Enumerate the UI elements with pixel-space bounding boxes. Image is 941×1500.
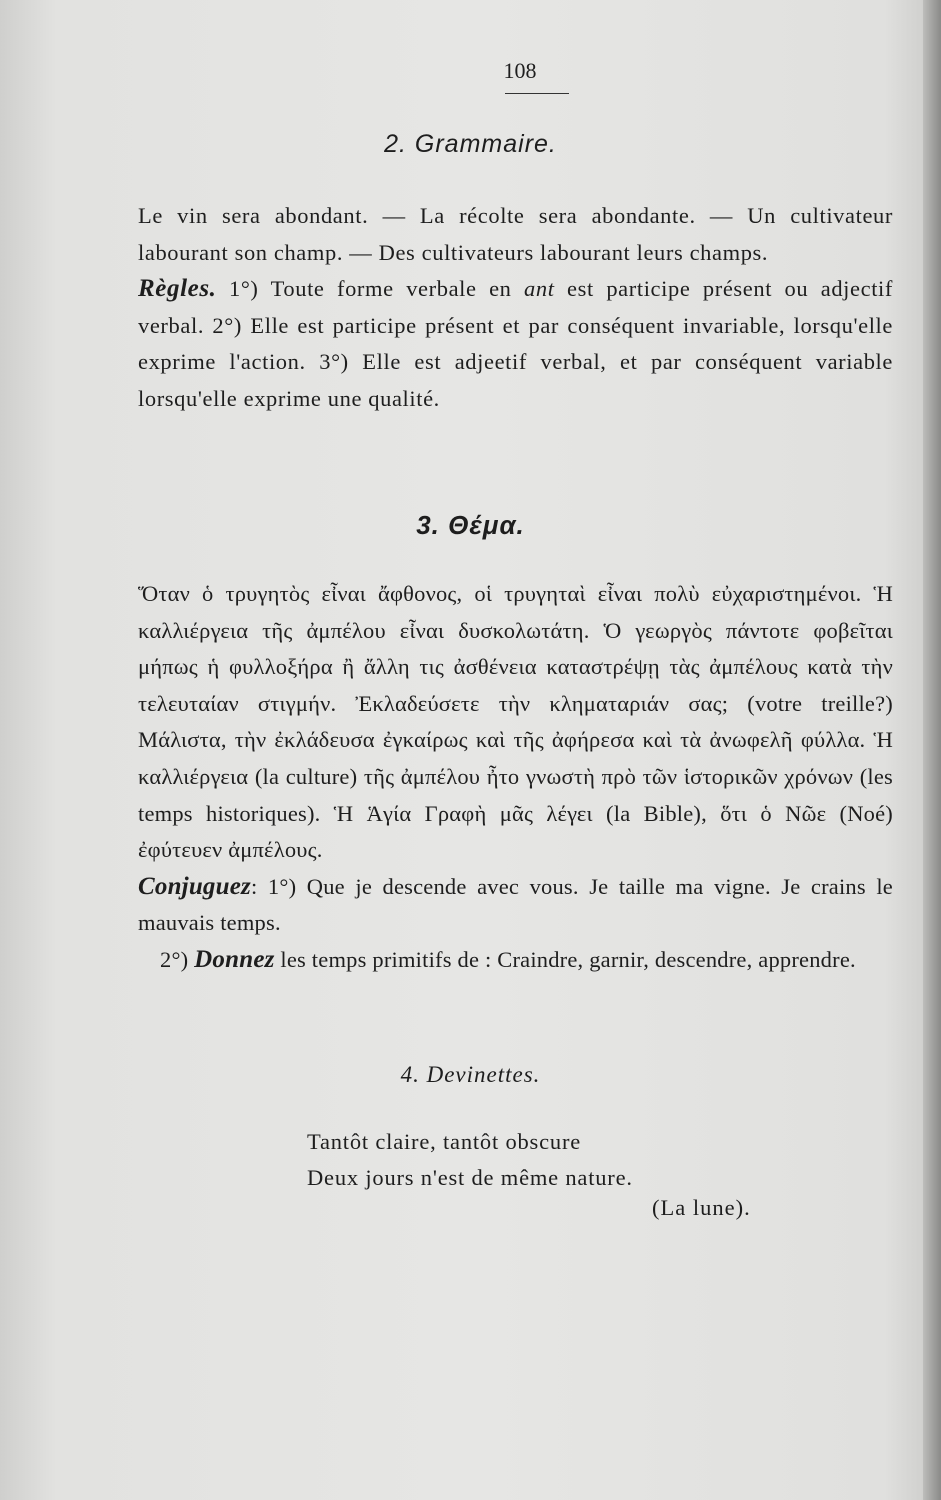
rules-text-1: 1°) Toute forme verbale en: [216, 276, 524, 302]
page-number-rule: [505, 93, 569, 94]
page-edge-shadow: [923, 0, 941, 1500]
donnez-paragraph: [138, 942, 893, 979]
grammar-rules: [138, 271, 893, 417]
riddles-heading: 4. Devinettes.: [400, 1062, 541, 1087]
rules-ant: ant: [524, 276, 555, 302]
conjuguez-paragraph: [138, 869, 893, 942]
donnez-label: Donnez: [194, 945, 275, 973]
riddle-line-2: Deux jours n'est de même nature.: [307, 1165, 633, 1190]
thema-heading: 3. Θέμα.: [416, 510, 525, 540]
page-number: 108: [503, 58, 537, 83]
riddle-answer: (La lune).: [652, 1195, 751, 1220]
grammar-section: [138, 198, 893, 418]
donnez-text: les temps primitifs de : Craindre, garnir, descendre, apprendre.: [274, 946, 856, 972]
conjuguez-label: Conjuguez: [138, 872, 251, 900]
grammar-examples: Le vin sera abondant. — La récolte sera abondante. — Un cultivateur labourant son champ. — Des cultivateurs labourant leurs champs.: [138, 203, 893, 265]
donnez-num: 2°): [160, 946, 195, 972]
grammar-heading: 2. Grammaire.: [384, 130, 557, 158]
rules-text-2: est participe présent ou adjectif verbal. 2°) Elle est participe présent et par conséquent invariable, lorsqu'elle exprime l'action. 3°) Elle est adjeetif verbal, et par conséquent variable lorsqu'elle exprime une qualité.: [138, 276, 893, 411]
riddle-line-1: Tantôt claire, tantôt obscure: [307, 1129, 582, 1154]
thema-section: [138, 576, 893, 979]
greek-paragraph: Ὅταν ὁ τρυγητὸς εἶναι ἄφθονος, οἱ τρυγηταὶ εἶναι πολὺ εὐχαριστημένοι. Ἡ καλλιέργεια τῆς ἀμπέλου εἶναι δυσκολωτάτη. Ὁ γεωργὸς πάντοτε φοβεῖται μήπως ἡ φυλλοξήρα ἢ ἄλλη τις ἀσθένεια καταστρέψῃ τὰς ἀμπέλους κατὰ τὴν τελευταίαν στιγμήν. Ἐκλαδεύσετε τὴν κληματαριάν σας; (votre treille?) Μάλιστα, τὴν ἐκλάδευσα ἐγκαίρως καὶ τῆς ἀφήρεσα καὶ τὰ ἀνωφελῆ φύλλα. Ἡ καλλιέργεια (la culture) τῆς ἀμπέλου ἦτο γνωστὴ πρὸ τῶν ἱστορικῶν χρόνων (les temps historiques). Ἡ Ἁγία Γραφὴ μᾶς λέγει (la Bible), ὅτι ὁ Νῶε (Noé) ἐφύτευεν ἀμπέλους.: [138, 581, 893, 863]
rules-label: Règles.: [138, 275, 217, 303]
conjuguez-text: : 1°) Que je descende avec vous. Je taille ma vigne. Je crains le mauvais temps.: [138, 873, 893, 936]
